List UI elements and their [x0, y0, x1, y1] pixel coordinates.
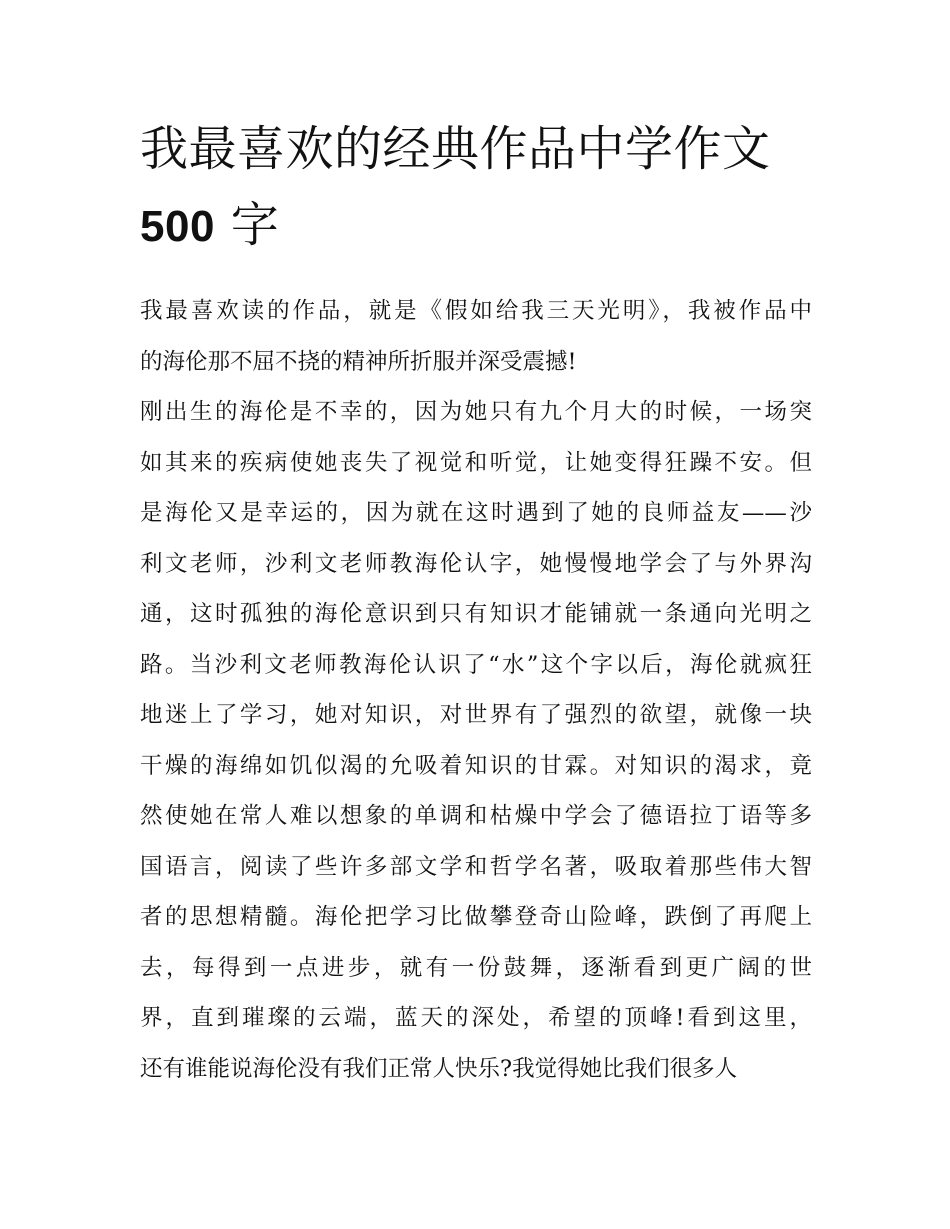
body-line: 是海伦又是幸运的，因为就在这时遇到了她的良师益友——沙: [140, 500, 812, 526]
body-line: 者的思想精髓。海伦把学习比做攀登奇山险峰，跌倒了再爬上: [140, 904, 812, 930]
body-line: 然使她在常人难以想象的单调和枯燥中学会了德语拉丁语等多: [140, 803, 812, 829]
body-line: 我最喜欢读的作品，就是《假如给我三天光明》，我被作品中: [140, 298, 812, 324]
body-line: 国语言，阅读了些许多部文学和哲学名著，吸取着那些伟大智: [140, 853, 812, 880]
body-line: 的海伦那不屈不挠的精神所折服并深受震撼!: [140, 348, 577, 375]
body-line: 还有谁能说海伦没有我们正常人快乐?我觉得她比我们很多人: [140, 1055, 738, 1082]
title-number: 500: [140, 202, 215, 251]
title-line-1: 我最喜欢的经典作品中学作文: [140, 121, 771, 177]
document-page: [140, 112, 812, 1094]
body-line: 干燥的海绵如饥似渴的允吸着知识的甘霖。对知识的渴求，竟: [140, 752, 812, 779]
body-line: 刚出生的海伦是不幸的，因为她只有九个月大的时候，一场突: [140, 399, 812, 425]
body-line: 地迷上了学习，她对知识，对世界有了强烈的欲望，就像一块: [140, 702, 812, 728]
body-line: 利文老师，沙利文老师教海伦认字，她慢慢地学会了与外界沟: [140, 550, 812, 577]
body-line: 通，这时孤独的海伦意识到只有知识才能铺就一条通向光明之: [140, 601, 812, 627]
document-title: [140, 112, 812, 264]
title-suffix: 字: [230, 197, 280, 253]
body-line: 路。当沙利文老师教海伦认识了“水”这个字以后，海伦就疯狂: [140, 651, 812, 678]
body-line: 如其来的疾病使她丧失了视觉和听觉，让她变得狂躁不安。但: [140, 449, 812, 476]
body-line: 界，直到璀璨的云端，蓝天的深处，希望的顶峰!看到这里，: [140, 1005, 812, 1031]
title-line-2: [140, 188, 812, 264]
body-line: 去，每得到一点进步，就有一份鼓舞，逐渐看到更广阔的世: [140, 954, 812, 981]
document-body: [140, 286, 812, 1094]
